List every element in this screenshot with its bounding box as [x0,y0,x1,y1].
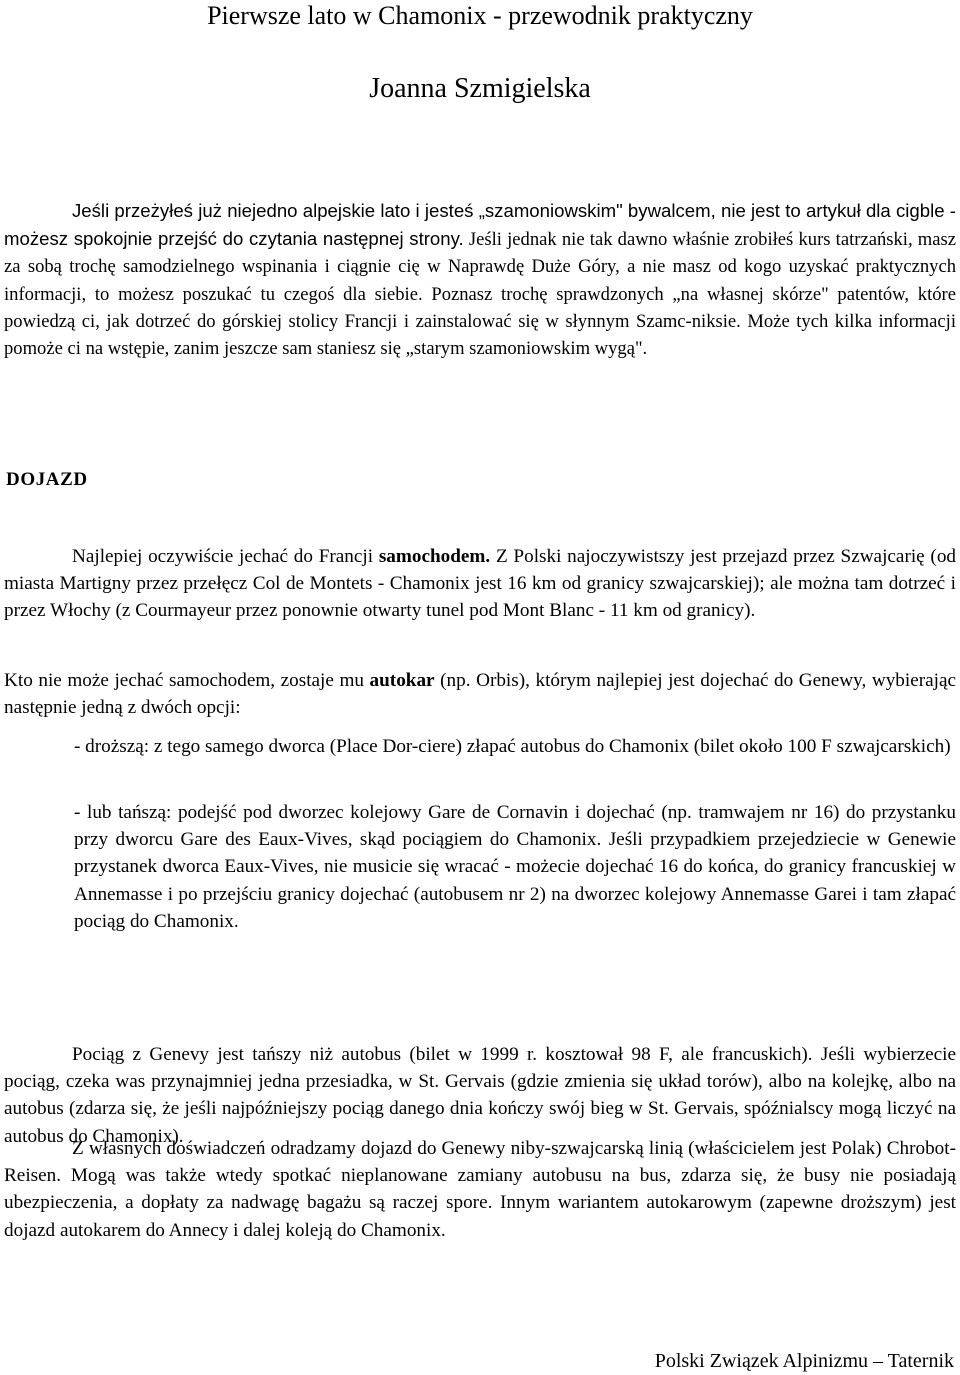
document-title: Pierwsze lato w Chamonix - przewodnik praktyczny [207,1,753,30]
intro-serif-text: Jeśli jednak nie tak dawno właśnie zrobiłeś kurs tatrzański, masz za sobą trochę samodzielnego wspinania i ciągnie cię w Naprawdę Duże Góry, a nie masz od kogo uzyskać praktycznych informacji, to możesz poszukać tu czegoś dla siebie. Poznasz trochę sprawdzonych „na własnej skórze" patentów, które powiedzą ci, jak dotrzeć do górskiej stolicy Francji i zainstalować się w słynnym Szamc-niksie. Może tych kilka informacji pomoże ci na wstępie, zanim jeszcze sam staniesz się „starym szamoniowskim wygą". [4,229,956,360]
option-cheaper: - lub tańszą: podejść pod dworzec kolejowy Gare de Cornavin i dojechać (np. tramwajem nr 16) do przystanku przy dworcu Gare des Eaux-Vives, skąd pociągiem do Chamonix. Jeśli przypadkiem przejedziecie w Genewie przystanek dworca Eaux-Vives, nie musicie się wracać - możecie dojechać 16 do końca, do granicy francuskiej w Annemasse i po przejściu granicy dojechać (autobusem nr 2) na dworzec kolejowy Annemasse Garei i tam złapać pociąg do Chamonix. [74,802,956,932]
option-expensive: - droższą: z tego samego dworca (Place Dor-ciere) złapać autobus do Chamonix (bilet około 100 F szwajcarskich) [74,736,951,757]
paragraph-train: Pociąg z Genevy jest tańszy niż autobus (bilet w 1999 r. kosztował 98 F, ale francuskich). Jeśli wybierzecie pociąg, czeka was przynajmniej jedna przesiadka, w St. Gervais (gdzie zmienia się układ torów), albo na kolejkę, albo na autobus (zdarza się, że jeśli najpóźniejszy pociąg danego dnia kończy swój bieg w St. Gervais, spóźnialscy mogą liczyć na autobus do Chamonix). [4,1044,956,1147]
paragraph-car-text-start: Najlepiej oczywiście jechać do Francji [72,546,379,567]
intro-sans-text: Jeśli przeżyłeś już niejedno alpejskie lato i jesteś „szamoniowskim" bywalcem, nie jest to artykuł dla cigble - możesz spokojnie przejść do czytania następnej strony. [4,200,956,250]
paragraph-coach-text-end: (np. Orbis), którym najlepiej jest dojechać do Genewy, wybierając następnie jedną z dwóch opcji: [4,670,956,719]
paragraph-experience: Z własnych doświadczeń odradzamy dojazd do Genewy niby-szwajcarską linią (właścicielem jest Polak) Chrobot-Reisen. Mogą was także wtedy spotkać nieplanowane zamiany autobusu na bus, zdarza się, że busy nie posiadają ubezpieczenia, a dopłaty za nadwagę bagażu są raczej spore. Innym wariantem autokarowym (zapewne droższym) jest dojazd autokarem do Annecy i dalej koleją do Chamonix. [4,1138,956,1241]
paragraph-car [4,543,956,625]
paragraph-car-text-end: Z Polski najoczywistszy jest przejazd przez Szwajcarię (od miasta Martigny przez przełęcz Col de Montets - Chamonix jest 16 km od granicy szwajcarskiej); ale można tam dotrzeć i przez Włochy (z Courmayeur przez ponownie otwarty tunel pod Mont Blanc - 11 km od granicy). [4,546,957,622]
paragraph-car-bold: samochodem. [378,546,491,567]
intro-paragraph [4,197,956,362]
author-name: Joanna Szmigielska [369,73,591,104]
footer-source: Polski Związek Alpinizmu – Taternik [654,1350,954,1372]
paragraph-coach-text-start: Kto nie może jechać samochodem, zostaje mu [4,670,370,691]
paragraph-coach [4,667,956,721]
section-heading-dojazd: DOJAZD [6,469,88,490]
paragraph-coach-bold: autokar [369,670,435,691]
